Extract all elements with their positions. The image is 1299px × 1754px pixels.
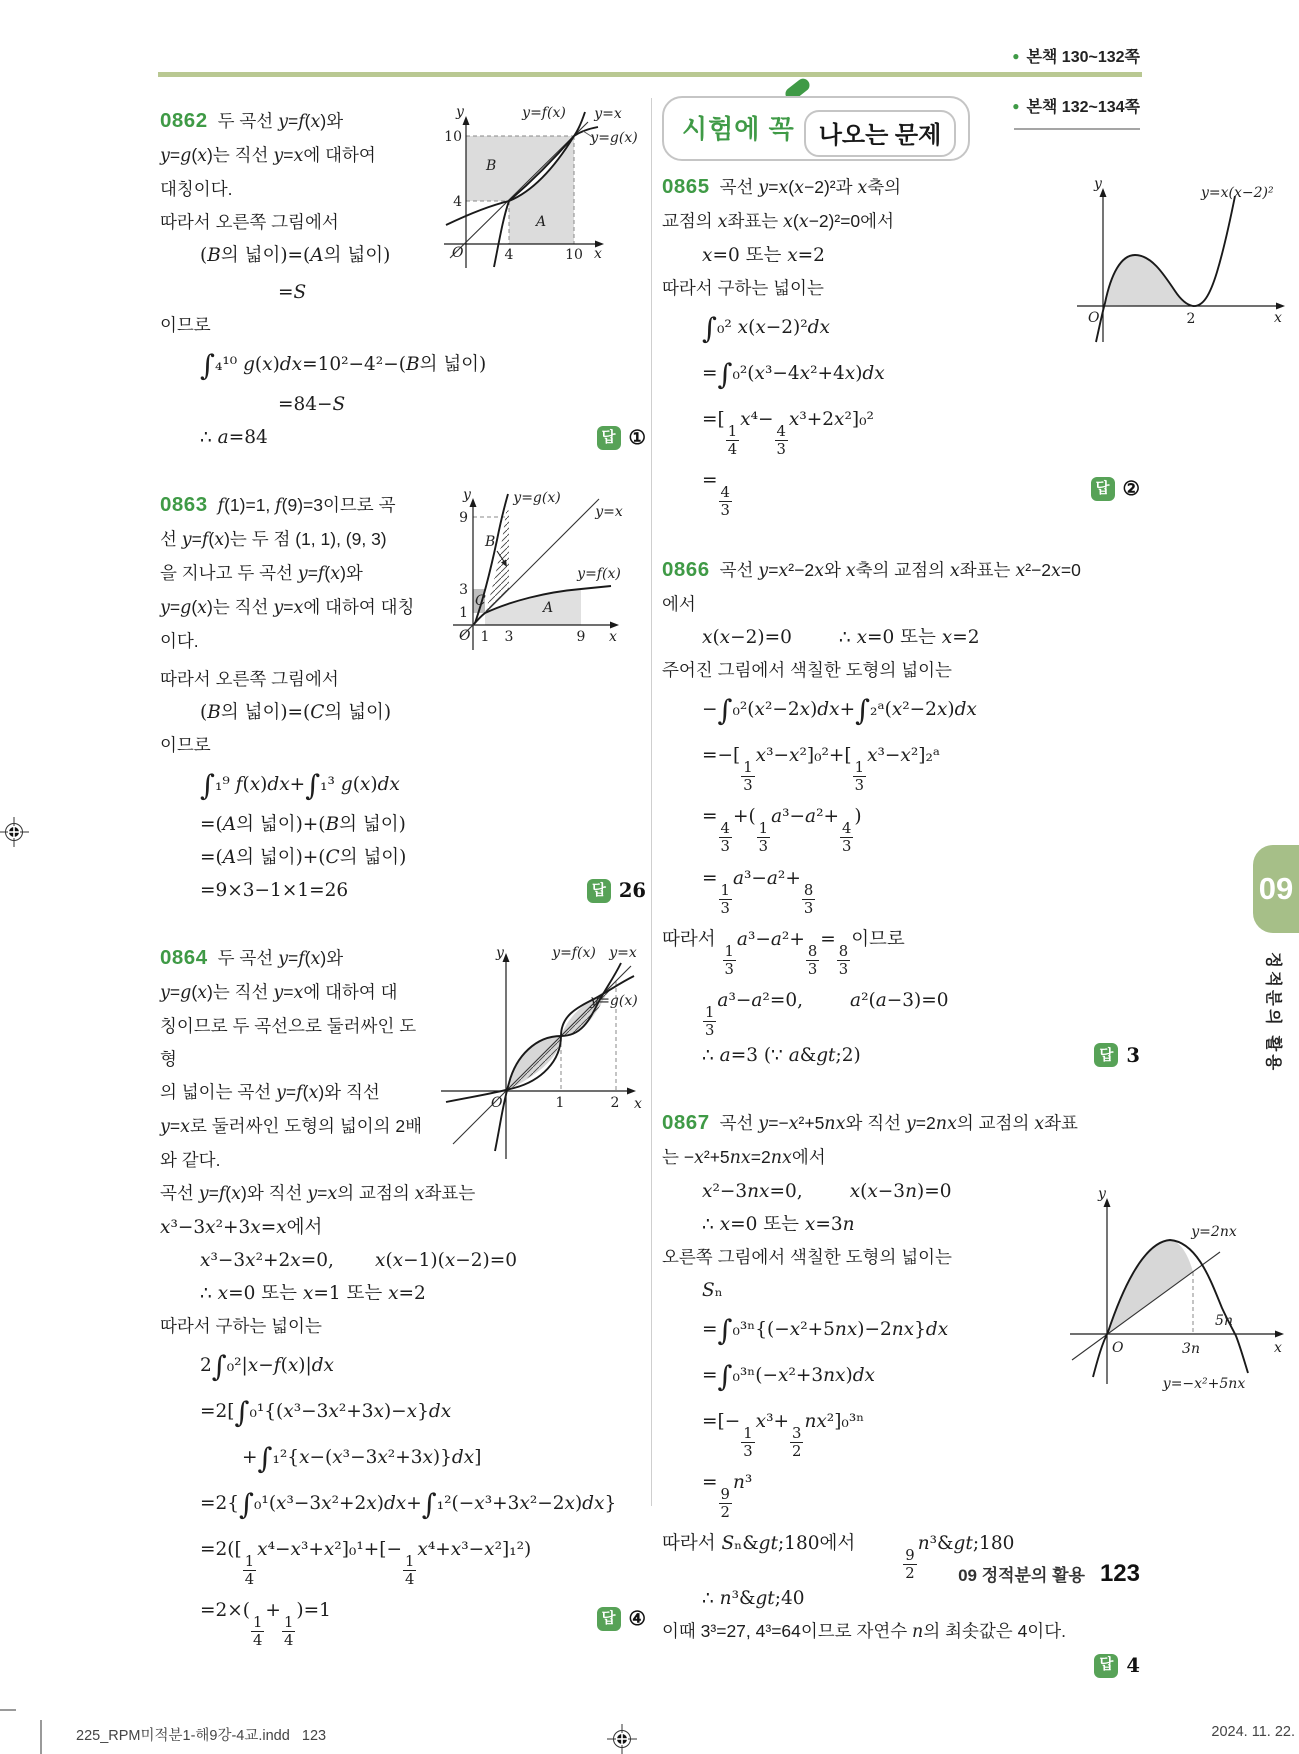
registration-mark-icon (0, 817, 29, 847)
solution-line: 따라서 오른쪽 그림에서 (160, 669, 339, 689)
solution-line: 곡선 y=f(x)와 직선 y=x의 교점의 x좌표는 (160, 1183, 476, 1204)
solution-line: 주어진 그림에서 색칠한 도형의 넓이는 (662, 660, 952, 681)
formula-line: =2([ $\frac{1}{4}$ x⁴−x³+x²]₀¹+[− $\frac{1}{4}$ x⁴+x³−x²]₁²) (200, 1539, 532, 1589)
solution-line: 대칭이다. (160, 179, 233, 199)
solution-line: 따라서 구하는 넓이는 (662, 278, 824, 298)
tick-x-9: 9 (576, 629, 586, 645)
header-page-note (1012, 94, 1140, 117)
solution-line: 는 −x²+5nx=2nx에서 (662, 1146, 826, 1168)
solution-line: 0865 곡선 y=x(x−2)²과 x축의 (662, 175, 902, 198)
solution-line: y=g(x)는 직선 y=x에 대하여 대칭 (160, 597, 415, 618)
curve (1096, 196, 1235, 342)
chapter-tab (1253, 845, 1299, 933)
formula-line: =S (278, 282, 307, 303)
origin-label: O (1088, 310, 1100, 326)
header-rule (158, 72, 1142, 77)
curve-f-label: y=f(x) (552, 945, 596, 961)
origin-label: O (459, 628, 471, 644)
tick-x-2: 2 (610, 1095, 620, 1111)
solution-text-0862 (160, 104, 436, 276)
answer-value: ① (628, 426, 646, 449)
line-label: y=2nx (1191, 1223, 1237, 1240)
formula-line: =(A의 넓이)+(B의 넓이) (200, 814, 406, 835)
solution-line: 이때 3³=27, 4³=64이므로 자연수 n의 최솟값은 4이다. (662, 1621, 1066, 1643)
curve-f-label: y=f(x) (522, 105, 566, 121)
exam-title-box (662, 96, 970, 161)
formula-line: =∫₀²(x³−4x²+4x)dx (702, 357, 885, 392)
formula-line: +∫₁²{x−(x³−3x²+3x)}dx] (242, 1441, 482, 1476)
region-C-label: C (475, 593, 486, 609)
solution-line: 에서 (662, 594, 696, 615)
y-axis-label: y (463, 488, 471, 503)
curve-g-label: y=g(x) (590, 993, 638, 1009)
problem-0865 (662, 170, 1282, 520)
solution-line: 이다. (160, 631, 199, 651)
solution-line: 따라서 오른쪽 그림에서 (160, 212, 339, 232)
header-note-text: 본책 132~134쪽 (1026, 99, 1140, 116)
formula-line: =2[∫₀¹{(x³−3x²+3x)−x}dx (200, 1395, 452, 1430)
origin-label: O (452, 245, 464, 261)
solution-line: y=g(x)는 직선 y=x에 대하여 (160, 145, 376, 166)
crop-mark (0, 1709, 16, 1711)
formula-line: ∴ a=84 답 ① (160, 421, 646, 454)
answer-label: 답 (1091, 477, 1115, 501)
page-number: 123 (1099, 1560, 1140, 1587)
answer-value: 26 (618, 879, 646, 902)
problem-0862 (160, 104, 646, 454)
solution-line: 0867 곡선 y=−x²+5nx와 직선 y=2nx의 교점의 x좌표 (662, 1110, 1078, 1134)
formula-line: =[− $\frac{1}{3}$ x³+ $\frac{3}{2}$ nx²]₀³ⁿ (702, 1410, 865, 1460)
solution-text-0863 (160, 488, 441, 663)
answer-badge (1094, 1039, 1140, 1072)
formula-line: =[ $\frac{1}{4}$ x⁴− $\frac{4}{3}$ x³+2x²]₀² (702, 409, 874, 459)
problem-0863 (160, 488, 646, 907)
x-axis-label: x (1274, 310, 1282, 326)
tick-x-3n: 3n (1182, 1340, 1200, 1357)
solution-line: 따라서 $\frac{1}{3}$ a³−a²+ $\frac{8}{3}$ = $\frac{8}{3}$ 이므로 (662, 928, 905, 978)
formula-line: ∴ a=3 (∵ a&gt;2) 답 3 (662, 1039, 1140, 1072)
problem-number: 0865 (662, 175, 710, 198)
formula-line: = $\frac{4}{3}$ 답 ② (662, 458, 1140, 519)
problem-0866 (662, 553, 1140, 1072)
figure-0862 (436, 104, 646, 276)
tick-x-5n: 5n (1215, 1312, 1233, 1329)
formula-line: (B의 넓이)=(A의 넓이) (200, 245, 391, 266)
answer-row (662, 1649, 1140, 1682)
answer-badge (597, 1596, 646, 1642)
tick-x-4: 4 (504, 247, 514, 263)
header-page-note (1012, 44, 1140, 67)
formula-line: =∫₀³ⁿ{(−x²+5nx)−2nx}dx (702, 1313, 949, 1348)
curve-f (495, 963, 621, 1151)
problem-number: 0863 (160, 493, 208, 516)
problem-0867 (662, 1106, 1282, 1682)
answer-value: 3 (1126, 1043, 1140, 1067)
x-arrow (1275, 1330, 1284, 1337)
solution-line: 0864 두 곡선 y=f(x)와 (160, 946, 344, 969)
problem-number: 0867 (662, 1110, 710, 1134)
answer-label: 답 (597, 426, 621, 450)
formula-line: = $\frac{4}{3}$ +( $\frac{1}{3}$ a³−a²+ $\frac{4}{3}$ ) (702, 806, 862, 856)
tick-x-1: 1 (480, 629, 490, 645)
x-axis-label: x (1274, 1339, 1282, 1356)
curve-f-label: y=f(x) (577, 566, 621, 582)
formula-line: x=0 또는 x=2 (702, 245, 825, 266)
problem-0864 (160, 941, 646, 1649)
crop-mark (40, 1720, 42, 1754)
figure-0867 (1052, 1184, 1292, 1392)
answer-badge (1094, 1649, 1140, 1682)
solution-line: 칭이므로 두 곡선으로 둘러싸인 도형 (160, 1016, 417, 1069)
formula-line: = $\frac{9}{2}$ n³ (702, 1472, 753, 1522)
shaded-region (1108, 1240, 1193, 1333)
tick-x-1: 1 (555, 1095, 565, 1111)
exam-header-line (1014, 128, 1140, 130)
answer-badge (597, 421, 646, 454)
formula-line: ∫₀² x(x−2)²dx (702, 311, 830, 346)
line-label: y=x (609, 945, 637, 961)
answer-label: 답 (587, 879, 611, 903)
print-file-name: 225_RPM미적분1-해9강-4교.indd 123 (76, 1728, 327, 1744)
region-A-label: A (536, 214, 547, 230)
solution-line: 0863 f(1)=1, f(9)=3이므로 곡 (160, 493, 396, 516)
formula-line: ∫₁⁹ f(x)dx+∫₁³ g(x)dx (200, 768, 400, 803)
answer-badge (1091, 466, 1140, 512)
curve-g-label: y=g(x) (590, 130, 638, 146)
chapter-tab-number: 09 (1258, 871, 1294, 906)
formula-line: x²−3nx=0, x(x−3n)=0 (702, 1180, 952, 1202)
formula-line: ∴ n³&gt;40 (702, 1588, 805, 1610)
exam-section-header (662, 88, 1140, 154)
formula-line: =2×( $\frac{1}{4}$ + $\frac{1}{4}$ )=1 답 ④ (160, 1588, 646, 1649)
exam-title-green: 시험에 꼭 (682, 114, 795, 144)
chapter-footer-label: 09 정적분의 활용 (958, 1566, 1085, 1585)
answer-value: ② (1122, 476, 1140, 500)
header-note-text: 본책 130~132쪽 (1026, 49, 1140, 66)
formula-line: = $\frac{1}{3}$ a³−a²+ $\frac{8}{3}$ (702, 867, 814, 917)
formula-line: =2{∫₀¹(x³−3x²+2x)dx+∫₁²(−x³+3x²−2x)dx} (200, 1487, 617, 1522)
formula-line: Sₙ (702, 1279, 723, 1301)
problem-number: 0864 (160, 946, 208, 969)
y-axis-label: y (456, 104, 464, 120)
formula-line: =∫₀³ⁿ(−x²+3nx)dx (702, 1359, 875, 1394)
region-B-hatch (485, 506, 509, 613)
problem-number: 0862 (160, 109, 208, 132)
formula-line: =9×3−1×1=26 답 26 (160, 874, 646, 907)
tick-y-4: 4 (453, 194, 462, 210)
x-arrow (1276, 303, 1285, 310)
formula-line: x³−3x²+3x=x에서 (160, 1217, 323, 1238)
solution-line: 이므로 (160, 735, 211, 755)
answer-label: 답 (1094, 1043, 1118, 1067)
region-B-label: B (486, 158, 497, 174)
tick-y-1: 1 (459, 605, 468, 621)
bullet-icon: ● (1012, 49, 1020, 63)
answer-value: 4 (1126, 1654, 1140, 1678)
formula-line: x³−3x²+2x=0, x(x−1)(x−2)=0 (200, 1250, 518, 1271)
x-axis-label: x (594, 246, 602, 262)
answer-value: ④ (628, 1606, 646, 1630)
tick-x-10: 10 (565, 247, 583, 263)
solution-line: 따라서 Sₙ&gt;180에서 $\frac{9}{2}$ n³&gt;180 (662, 1533, 1015, 1583)
line-label: y=x (594, 106, 622, 122)
solution-line: 의 넓이는 곡선 y=f(x)와 직선 (160, 1082, 380, 1103)
x-arrow (627, 1088, 636, 1095)
region-A-label: A (543, 600, 554, 616)
figure-0864 (431, 941, 646, 1166)
solution-line: 오른쪽 그림에서 색칠한 도형의 넓이는 (662, 1246, 952, 1267)
curve-label: y=−x²+5nx (1162, 1375, 1246, 1392)
line-label: y=x (595, 504, 623, 520)
bullet-icon: ● (1012, 99, 1020, 113)
solution-line: 이므로 (160, 315, 211, 335)
formula-line: −∫₀²(x²−2x)dx+∫₂ᵃ(x²−2x)dx (702, 693, 977, 728)
left-column (160, 104, 646, 1683)
chapter-tab-label: 정적분의 활용 (1264, 952, 1282, 1074)
figure-0865 (1063, 176, 1295, 348)
formula-line: $\frac{1}{3}$ a³−a²=0, a²(a−3)=0 (705, 989, 949, 1039)
x-arrow (610, 622, 619, 629)
solution-line: 0862 두 곡선 y=f(x)와 (160, 109, 344, 132)
tick-y-3: 3 (459, 582, 468, 598)
y-axis-label: y (1098, 1185, 1106, 1202)
formula-line: =−[ $\frac{1}{3}$ x³−x²]₀²+[ $\frac{1}{3}$ x³−x²]₂ᵃ (702, 745, 941, 795)
solution-text-0864 (160, 941, 431, 1177)
tick-x-3: 3 (504, 629, 514, 645)
x-axis-label: x (609, 629, 617, 645)
formula-line: (B의 넓이)=(C의 넓이) (200, 702, 392, 723)
answer-label: 답 (1094, 1654, 1118, 1678)
region-B-label: B (485, 534, 496, 550)
figure-0863 (441, 488, 646, 663)
problem-number: 0866 (662, 558, 710, 582)
answer-badge (587, 874, 646, 907)
y-axis-label: y (496, 945, 504, 961)
solution-line: 0866 곡선 y=x²−2x와 x축의 교점의 x좌표는 x²−2x=0 (662, 558, 1081, 582)
tick-y-10: 10 (444, 129, 462, 145)
formula-line: =(A의 넓이)+(C의 넓이) (200, 847, 407, 868)
solution-line: 을 지나고 두 곡선 y=f(x)와 (160, 563, 363, 584)
formula-line: x(x−2)=0 ∴ x=0 또는 x=2 (702, 627, 980, 649)
formula-line: ∫₄¹⁰ g(x)dx=10²−4²−(B의 넓이) (200, 348, 487, 383)
solution-line: y=x로 둘러싸인 도형의 넓이의 2배 (160, 1116, 423, 1137)
solution-line: 선 y=f(x)는 두 점 (1, 1), (9, 3) (160, 529, 387, 550)
origin-label: O (1112, 1339, 1124, 1356)
y-axis-label: y (1094, 176, 1102, 192)
x-axis-label: x (634, 1096, 642, 1112)
solution-line: y=g(x)는 직선 y=x에 대하여 대 (160, 982, 398, 1003)
formula-line: ∴ x=0 또는 x=3n (702, 1213, 855, 1235)
tick-x-2: 2 (1186, 311, 1196, 327)
solution-line: 따라서 구하는 넓이는 (160, 1316, 322, 1336)
curve-g-label: y=g(x) (513, 490, 561, 506)
column-divider (651, 98, 652, 1506)
solution-line: 와 같다. (160, 1150, 221, 1170)
formula-line: 2∫₀²|x−f(x)|dx (200, 1349, 334, 1384)
origin-label: O (491, 1095, 503, 1111)
formula-line: =84−S (278, 394, 346, 415)
tick-y-9: 9 (459, 510, 468, 526)
registration-mark-icon (607, 1724, 637, 1754)
formula-line: ∴ x=0 또는 x=1 또는 x=2 (200, 1283, 426, 1304)
exam-title-black: 나오는 문제 (804, 110, 957, 157)
curve-label: y=x(x−2)² (1201, 185, 1274, 201)
solution-line: 교점의 x좌표는 x(x−2)²=0에서 (662, 211, 894, 232)
answer-label: 답 (597, 1607, 621, 1631)
print-date: 2024. 11. 22. (1211, 1724, 1295, 1740)
chapter-footer (958, 1560, 1140, 1588)
